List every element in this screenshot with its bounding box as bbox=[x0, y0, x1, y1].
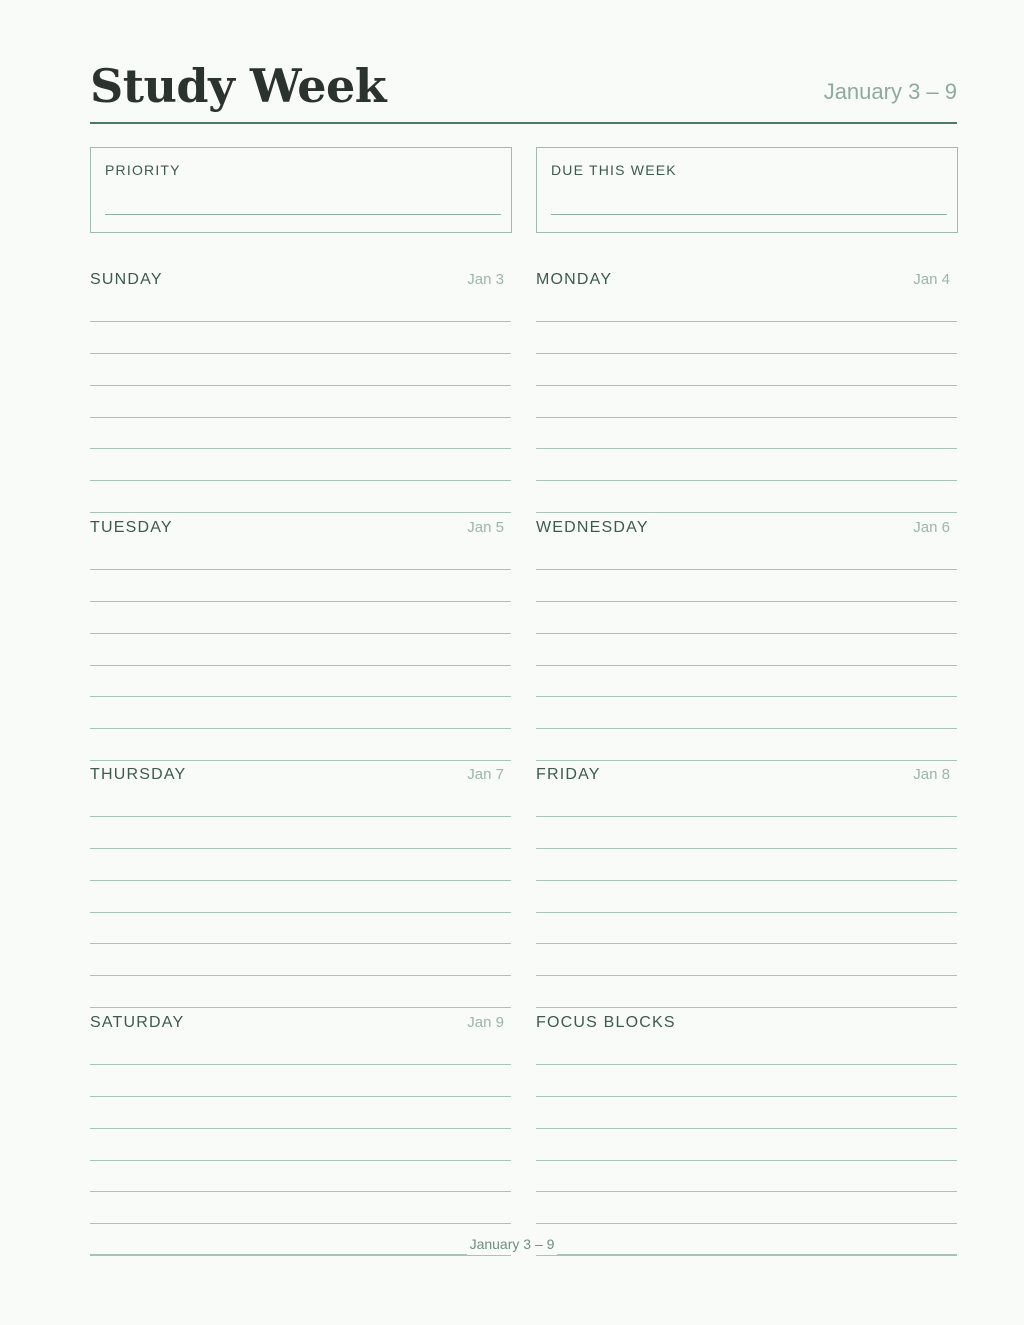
write-line[interactable] bbox=[536, 633, 957, 634]
write-line[interactable] bbox=[90, 728, 511, 729]
write-line[interactable] bbox=[90, 417, 511, 418]
write-line[interactable] bbox=[536, 848, 957, 849]
footer-date-range: January 3 – 9 bbox=[469, 1236, 555, 1252]
write-line[interactable] bbox=[90, 816, 511, 817]
write-line[interactable] bbox=[536, 448, 957, 449]
day-name: SUNDAY bbox=[90, 271, 163, 288]
write-line[interactable] bbox=[536, 1128, 957, 1129]
header-divider bbox=[90, 122, 957, 124]
day-section-thursday bbox=[90, 765, 511, 1025]
write-line[interactable] bbox=[90, 696, 511, 697]
day-name: TUESDAY bbox=[90, 519, 173, 536]
write-line[interactable] bbox=[536, 760, 957, 761]
write-line[interactable] bbox=[536, 480, 957, 481]
write-line[interactable] bbox=[90, 569, 511, 570]
day-name: SATURDAY bbox=[90, 1014, 185, 1031]
write-line[interactable] bbox=[536, 1064, 957, 1065]
write-line[interactable] bbox=[90, 480, 511, 481]
due-this-week-label: DUE THIS WEEK bbox=[551, 162, 677, 178]
page-title: Study Week bbox=[90, 59, 387, 113]
write-line[interactable] bbox=[90, 1007, 511, 1008]
write-line[interactable] bbox=[536, 601, 957, 602]
day-name: FRIDAY bbox=[536, 766, 601, 783]
day-date: Jan 7 bbox=[467, 766, 504, 783]
day-name: THURSDAY bbox=[90, 766, 187, 783]
write-line[interactable] bbox=[90, 1160, 511, 1161]
day-date: Jan 5 bbox=[467, 519, 504, 536]
write-line[interactable] bbox=[536, 665, 957, 666]
write-line[interactable] bbox=[536, 1223, 957, 1224]
day-name: MONDAY bbox=[536, 271, 613, 288]
write-line[interactable] bbox=[90, 321, 511, 322]
write-line[interactable] bbox=[90, 353, 511, 354]
write-line[interactable] bbox=[536, 696, 957, 697]
write-line[interactable] bbox=[536, 728, 957, 729]
write-line[interactable] bbox=[536, 1007, 957, 1008]
day-section-wednesday bbox=[536, 518, 957, 778]
day-date: Jan 4 bbox=[913, 271, 950, 288]
write-line[interactable] bbox=[90, 601, 511, 602]
priority-label: PRIORITY bbox=[105, 162, 181, 178]
due-this-week-box bbox=[536, 147, 958, 233]
write-line[interactable] bbox=[90, 912, 511, 913]
write-line[interactable] bbox=[536, 912, 957, 913]
write-line[interactable] bbox=[536, 417, 957, 418]
write-line[interactable] bbox=[536, 321, 957, 322]
write-line[interactable] bbox=[536, 512, 957, 513]
priority-write-line[interactable] bbox=[105, 214, 501, 215]
footer-rule-right bbox=[557, 1254, 957, 1255]
write-line[interactable] bbox=[90, 1064, 511, 1065]
day-name: WEDNESDAY bbox=[536, 519, 649, 536]
day-name: FOCUS BLOCKS bbox=[536, 1014, 676, 1031]
footer-rule-left bbox=[90, 1254, 467, 1255]
write-line[interactable] bbox=[536, 880, 957, 881]
due-write-line[interactable] bbox=[551, 214, 947, 215]
write-line[interactable] bbox=[536, 943, 957, 944]
day-section-sunday bbox=[90, 270, 511, 530]
write-line[interactable] bbox=[536, 569, 957, 570]
write-line[interactable] bbox=[90, 760, 511, 761]
priority-box bbox=[90, 147, 512, 233]
write-line[interactable] bbox=[90, 512, 511, 513]
day-date: Jan 6 bbox=[913, 519, 950, 536]
write-line[interactable] bbox=[536, 1255, 957, 1256]
write-line[interactable] bbox=[536, 816, 957, 817]
write-line[interactable] bbox=[90, 1096, 511, 1097]
write-line[interactable] bbox=[536, 385, 957, 386]
write-line[interactable] bbox=[90, 880, 511, 881]
write-line[interactable] bbox=[90, 385, 511, 386]
day-section-saturday bbox=[90, 1013, 511, 1273]
write-line[interactable] bbox=[90, 633, 511, 634]
write-line[interactable] bbox=[536, 1096, 957, 1097]
day-section-tuesday bbox=[90, 518, 511, 778]
write-line[interactable] bbox=[90, 943, 511, 944]
day-section-monday bbox=[536, 270, 957, 530]
write-line[interactable] bbox=[536, 1160, 957, 1161]
write-line[interactable] bbox=[90, 665, 511, 666]
write-line[interactable] bbox=[536, 353, 957, 354]
day-date: Jan 3 bbox=[467, 271, 504, 288]
week-date-range: January 3 – 9 bbox=[823, 79, 957, 104]
write-line[interactable] bbox=[90, 848, 511, 849]
day-section-focus-blocks bbox=[536, 1013, 957, 1273]
write-line[interactable] bbox=[90, 1128, 511, 1129]
day-section-friday bbox=[536, 765, 957, 1025]
day-date: Jan 8 bbox=[913, 766, 950, 783]
write-line[interactable] bbox=[90, 448, 511, 449]
write-line[interactable] bbox=[90, 975, 511, 976]
write-line[interactable] bbox=[90, 1191, 511, 1192]
write-line[interactable] bbox=[536, 975, 957, 976]
write-line[interactable] bbox=[536, 1191, 957, 1192]
write-line[interactable] bbox=[90, 1255, 511, 1256]
write-line[interactable] bbox=[90, 1223, 511, 1224]
day-date: Jan 9 bbox=[467, 1014, 504, 1031]
